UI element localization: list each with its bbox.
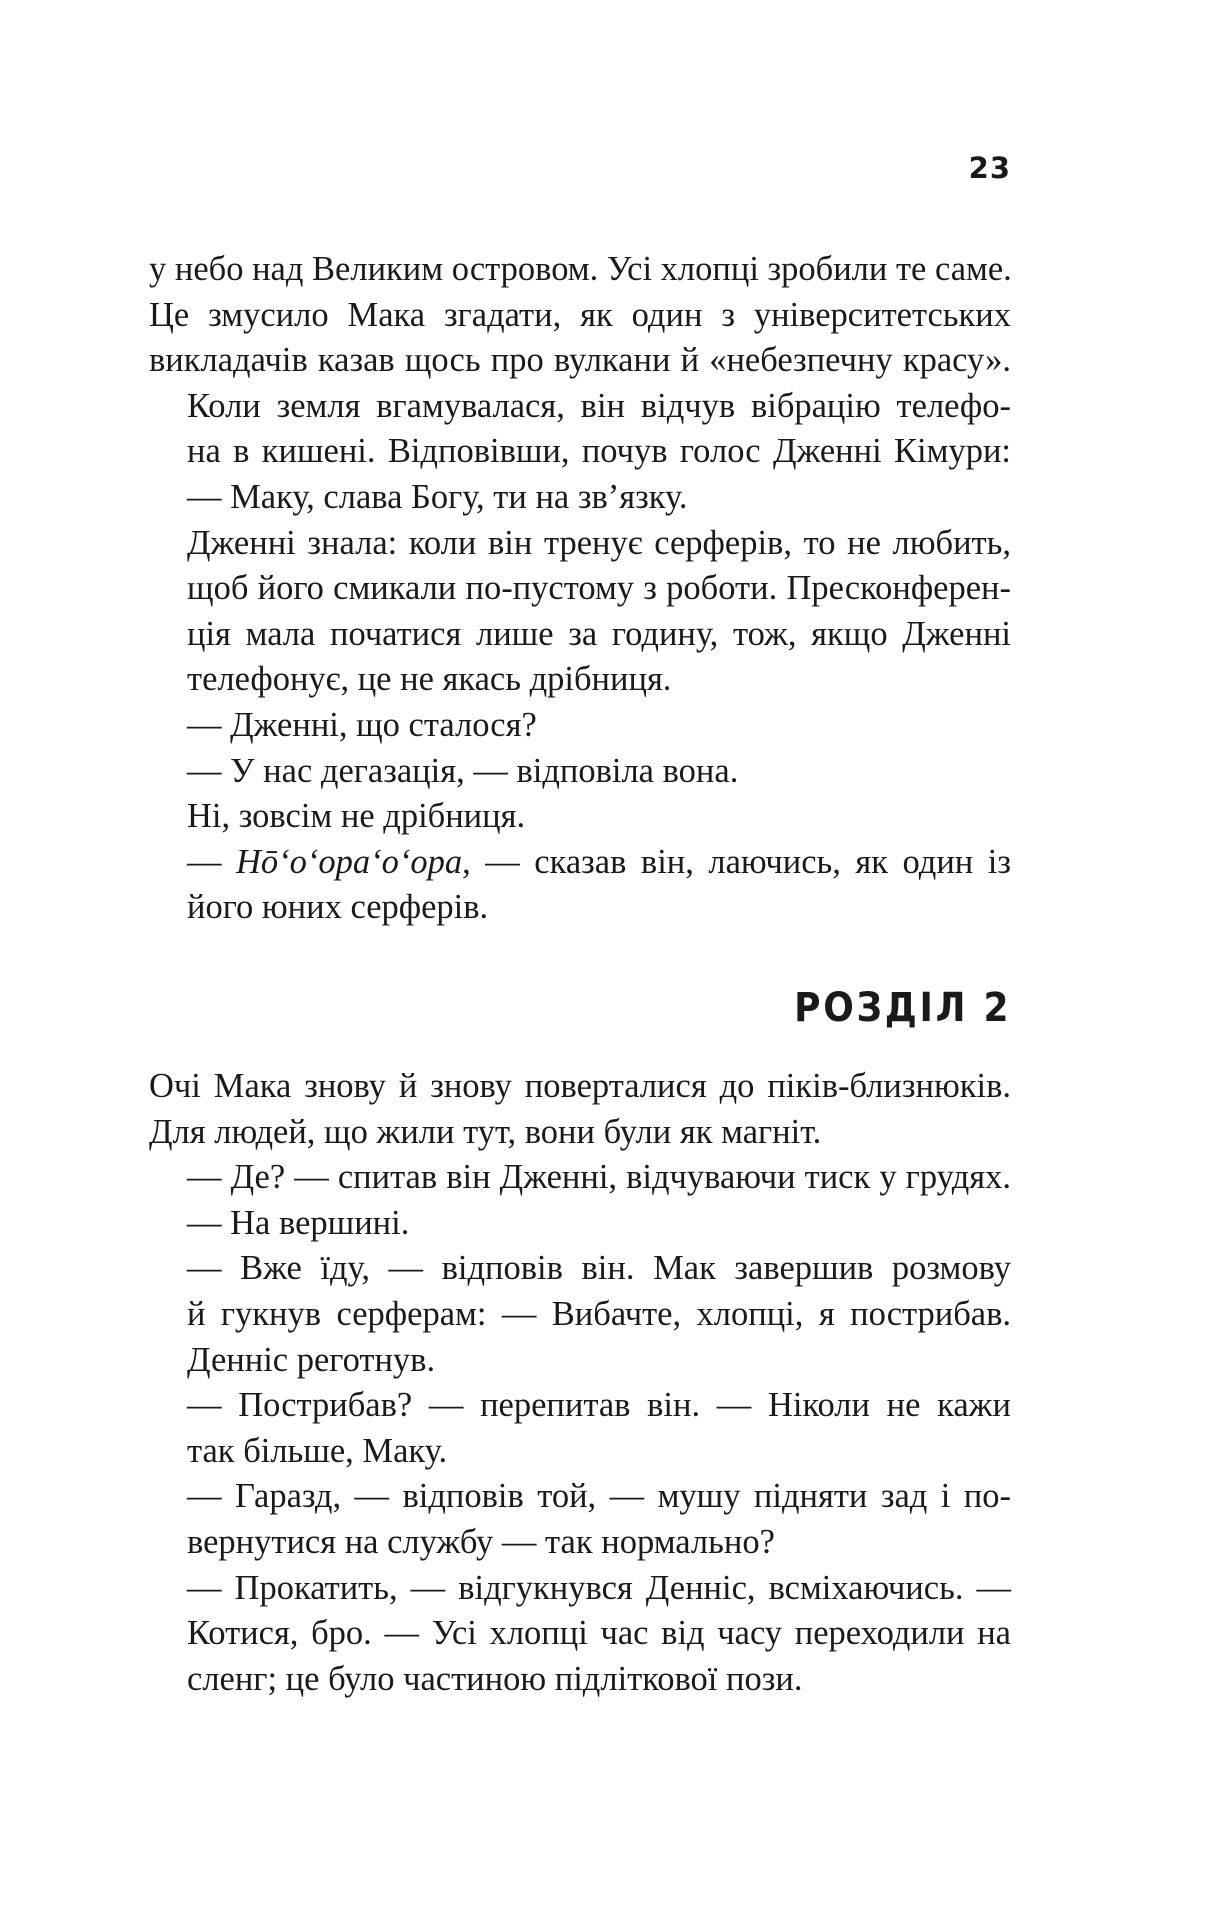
section-two-text [149, 1064, 1011, 1702]
text-line: Дженні знала: коли він тренує серферів, то не любить, [187, 523, 1011, 562]
chapter-heading: РОЗДІЛ 2 [793, 985, 1011, 1031]
text-line: — Вже їду, — відповів він. Мак завершив розмову [187, 1249, 1011, 1288]
paragraph [149, 794, 1011, 840]
text-line: Котися, бро. — Усі хлопці час від часу переходили на [187, 1614, 1011, 1653]
text-line: Це змусило Мака згадати, як один з університетських [149, 295, 1011, 334]
text-line: Коли земля вгамувалася, він відчув вібрацію телефо- [187, 386, 1011, 425]
text-line [149, 840, 1011, 886]
text-line: — Гаразд, — відповів той, — мушу підняти зад і по- [187, 1477, 1011, 1516]
dialogue-text: , — сказав він, лаючись, як один із [462, 842, 1011, 881]
paragraph [149, 247, 1011, 384]
text-line: ція мала початися лише за годину, тож, якщо Дженні [187, 614, 1011, 653]
text-line: Ні, зовсім не дрібниця. [187, 797, 526, 836]
text-line: сленг; це було частиною підліткової пози. [187, 1659, 803, 1698]
text-line: — Маку, слава Богу, ти на зв’язку. [187, 477, 688, 516]
text-line: щоб його смикали по-пустому з роботи. Пресконферен- [187, 569, 1011, 608]
text-line: й гукнув серферам: — Вибачте, хлопці, я пострибав. [187, 1294, 1011, 1333]
paragraph [149, 840, 1011, 931]
paragraph [149, 475, 1011, 521]
text-line: вернутися на службу — так нормально? [187, 1522, 775, 1561]
paragraph [149, 1474, 1011, 1565]
page-number: 23 [968, 151, 1011, 185]
paragraph [149, 1246, 1011, 1337]
paragraph [149, 1383, 1011, 1474]
paragraph [149, 703, 1011, 749]
paragraph [149, 1201, 1011, 1247]
text-line: його юних серферів. [187, 888, 489, 927]
text-line: Очі Мака знову й знову поверталися до піків-близнюків. [149, 1067, 1011, 1105]
paragraph [149, 1338, 1011, 1384]
text-line: — Прокатить, — відгукнувся Денніс, всміхаючись. — [187, 1568, 1011, 1607]
paragraph [149, 521, 1011, 703]
text-line: телефонує, це не якась дрібниця. [187, 660, 672, 699]
text-line: Для людей, що жили тут, вони були як магніт. [149, 1112, 822, 1151]
paragraph [149, 384, 1011, 475]
text-line: так більше, Маку. [187, 1431, 448, 1470]
text-line: у небо над Великим островом. Усі хлопці зробили те саме. [149, 250, 1012, 288]
text-line: Денніс реготнув. [187, 1340, 436, 1379]
paragraph [149, 1064, 1011, 1155]
hawaiian-curse-word: Hō‘o‘opa‘o‘opa [236, 842, 463, 881]
paragraph [149, 749, 1011, 795]
text-line: — Де? — спитав він Дженні, відчуваючи тиск у грудях. [187, 1158, 1011, 1197]
text-line: — Дженні, що сталося? [187, 705, 537, 744]
dialogue-dash: — [187, 842, 237, 881]
text-line: викладачів казав щось про вулкани й «небезпечну красу». [149, 341, 1011, 380]
paragraph [149, 1566, 1011, 1703]
text-line: — У нас дегазація, — відповіла вона. [187, 751, 739, 790]
text-line: на в кишені. Відповівши, почув голос Дженні Кімури: [187, 432, 1011, 471]
section-one-text [149, 247, 1011, 931]
text-line: — Пострибав? — перепитав він. — Ніколи не кажи [187, 1386, 1011, 1425]
paragraph [149, 1155, 1011, 1201]
text-line: — На вершині. [187, 1203, 410, 1242]
